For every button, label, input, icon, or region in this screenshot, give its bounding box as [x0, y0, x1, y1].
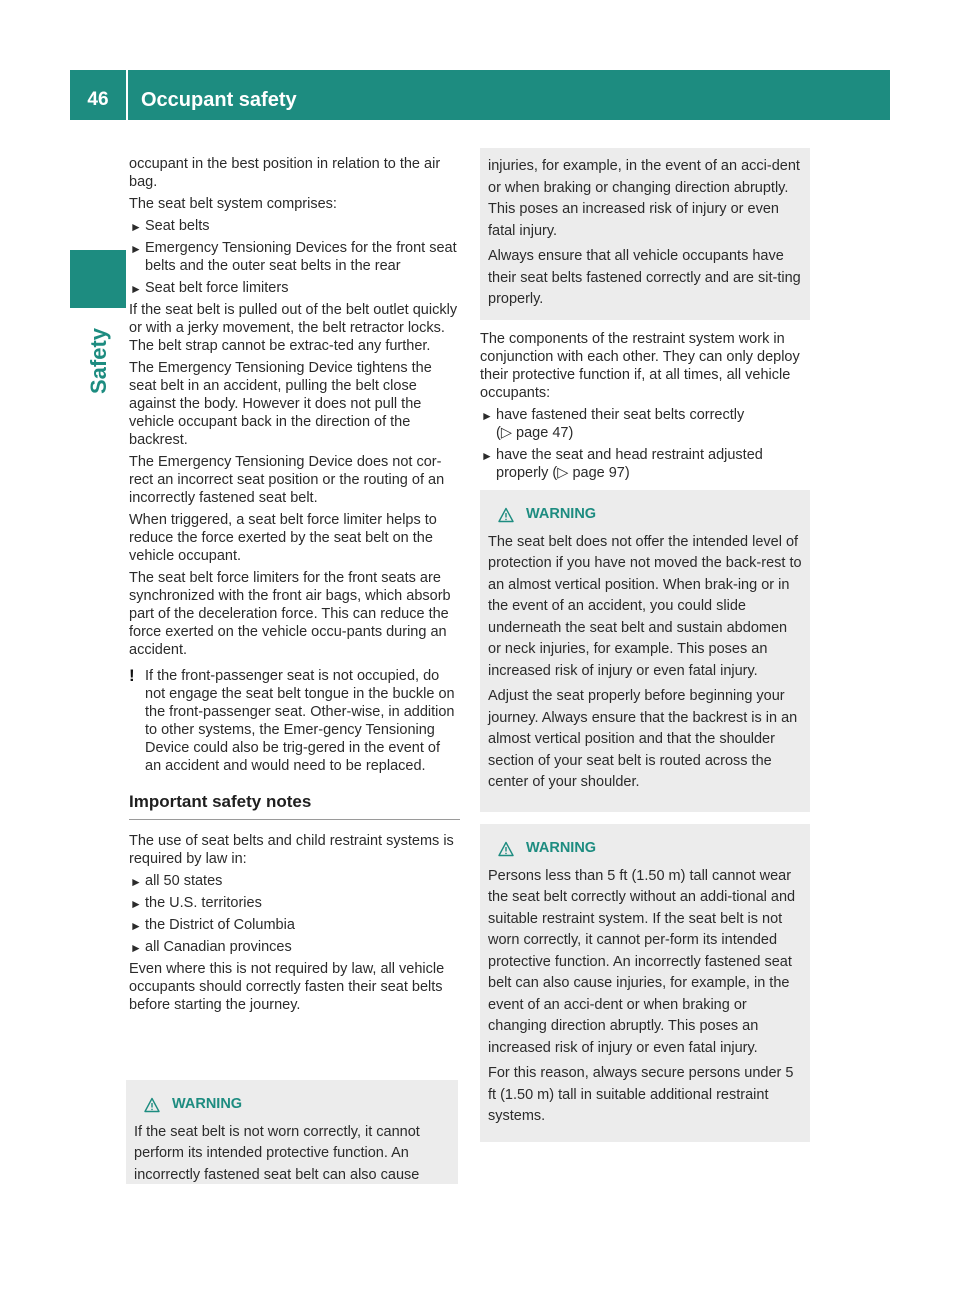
warning-title: WARNING — [488, 838, 802, 860]
section-heading: Important safety notes — [129, 793, 460, 820]
material-damage-notice — [129, 667, 460, 775]
warning-text: Adjust the seat properly before beginning your journey. Always ensure that the backrest is in an almost vertical position and that the shoulder section of your seat belt is routed across the center of your shoulder. — [488, 688, 798, 790]
warning-triangle-icon — [498, 507, 514, 523]
list-item: ► have fastened their seat belts correctly (▷ page 47) — [481, 407, 745, 441]
etd-limits-paragraph: The Emergency Tensioning Device does not cor-rect an incorrect seat position or the routing of an incorrectly fastened seat belt. — [129, 454, 445, 506]
conditions-list — [480, 406, 812, 482]
bullet-icon: ► — [130, 242, 142, 256]
components-paragraph: The components of the restraint system work in conjunction with each other. They can only deploy their protective function if, at all times, all vehicle occupants: — [480, 331, 800, 401]
intro-paragraph: occupant in the best position in relation to the air bag. — [129, 156, 441, 190]
right-column — [480, 330, 812, 486]
page-reference-link[interactable]: page 47 — [516, 425, 569, 441]
retractor-paragraph: If the seat belt is pulled out of the belt outlet quickly or with a jerky movement, the belt retractor locks. The belt strap cannot be extrac-ted any further. — [129, 302, 458, 354]
list-item: ► the District of Columbia — [130, 917, 295, 933]
bullet-icon: ► — [130, 941, 142, 955]
list-item: ► all 50 states — [130, 873, 223, 889]
list-item: ► Seat belts — [130, 218, 210, 234]
warning-title: WARNING — [488, 504, 802, 526]
system-list — [129, 217, 460, 297]
exclamation-icon: ! — [129, 666, 135, 685]
list-item: ► the U.S. territories — [130, 895, 262, 911]
bullet-icon: ► — [130, 919, 142, 933]
warning-text: injuries, for example, in the event of an acci-dent or when braking or changing direction abruptly. This poses an increased risk of injury or even fatal injury. — [488, 158, 800, 239]
law-list — [129, 872, 460, 956]
even-where-paragraph: Even where this is not required by law, all vehicle occupants should correctly fasten their seat belts before starting the journey. — [129, 961, 445, 1013]
side-tab-marker — [70, 250, 126, 308]
warning-title: WARNING — [134, 1094, 450, 1116]
left-column — [129, 155, 460, 1018]
warning-box — [126, 1080, 458, 1184]
bullet-icon: ► — [130, 220, 142, 234]
section-title: Occupant safety — [141, 89, 297, 111]
warning-text: Always ensure that all vehicle occupants have their seat belts fastened correctly and are sit-ting properly. — [488, 248, 801, 307]
header-divider — [126, 70, 128, 120]
warning-text: For this reason, always secure persons under 5 ft (1.50 m) tall in suitable additional restraint systems. — [488, 1065, 794, 1124]
bullet-icon: ► — [481, 449, 493, 463]
warning-text: The seat belt does not offer the intended level of protection if you have not moved the back-rest to an almost vertical position. When brak-ing or in the event of an accident, you could slide underneath the seat belt and sustain abdomen or neck injuries, for example. This poses an increased risk of injury or even fatal injury. — [488, 533, 802, 679]
warning-triangle-icon — [498, 841, 514, 857]
warning-box-continued — [480, 148, 810, 320]
list-item: ► Emergency Tensioning Devices for the front seat belts and the outer seat belts in the rear — [130, 240, 457, 274]
required-paragraph: The use of seat belts and child restraint systems is required by law in: — [129, 833, 454, 867]
limiter-paragraph: When triggered, a seat belt force limiter helps to reduce the force exerted by the seat belt on the vehicle occupant. — [129, 512, 437, 564]
warning-box — [480, 490, 810, 812]
notice-text: If the front-passenger seat is not occupied, do not engage the seat belt tongue in the buckle on the front-passenger seat. Other-wise, in addition to other systems, the Emer-gency Tensioning Device could also be trig-gered in the event of an accident and would need to be replaced. — [145, 668, 455, 774]
bullet-icon: ► — [130, 897, 142, 911]
page-number: 46 — [87, 89, 109, 110]
warning-text: If the seat belt is not worn correctly, it cannot perform its intended protective function. An incorrectly fastened seat belt can also cause — [134, 1123, 420, 1183]
warning-text: Persons less than 5 ft (1.50 m) tall cannot wear the seat belt correctly without an addi-tional and suitable restraint system. If the seat belt is not worn correctly, it cannot per-form its intended protective function. An incorrectly fastened seat belt can also cause injuries, for example, in the event of an acci-dent or when braking or changing direction abruptly. This poses an increased risk of injury or even fatal injury. — [488, 867, 796, 1056]
bullet-icon: ► — [481, 409, 493, 423]
page-ref-arrow-icon: ▷ — [557, 465, 569, 481]
etd-paragraph: The Emergency Tensioning Device tightens the seat belt in an accident, pulling the belt close against the body. However it does not pull the vehicle occupant back in the direction of the backrest. — [129, 360, 432, 448]
system-intro: The seat belt system comprises: — [129, 196, 337, 212]
page-ref-arrow-icon: ▷ — [500, 425, 512, 441]
page-reference-link[interactable]: page 97 — [572, 465, 625, 481]
list-item: ► all Canadian provinces — [130, 939, 292, 955]
list-item: ► have the seat and head restraint adjusted properly (▷ page 97) — [481, 447, 763, 481]
limiter-front-paragraph: The seat belt force limiters for the front seats are synchronized with the front air bags, which absorb part of the deceleration force. This can reduce the force exerted on the vehicle occu-pants during an accident. — [129, 570, 451, 658]
list-item: ► Seat belt force limiters — [130, 280, 289, 296]
side-tab-label: Safety — [86, 327, 111, 395]
bullet-icon: ► — [130, 282, 142, 296]
bullet-icon: ► — [130, 875, 142, 889]
warning-box — [480, 824, 810, 1142]
warning-triangle-icon — [144, 1097, 160, 1113]
